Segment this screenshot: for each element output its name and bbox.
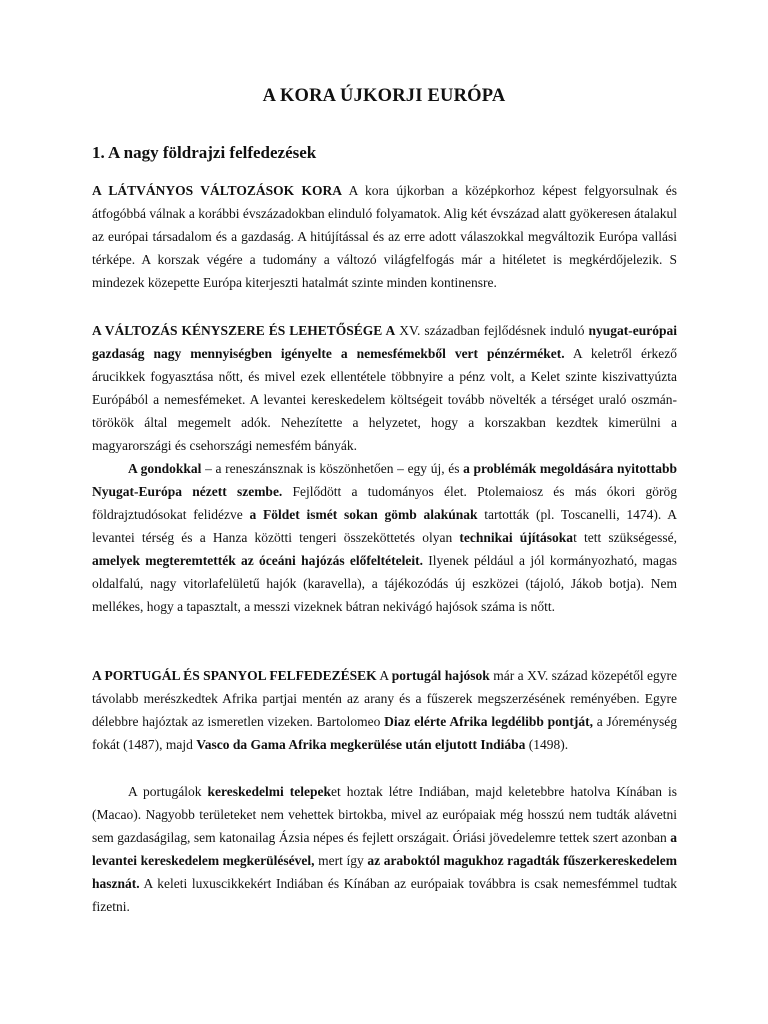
text-run: már a XV. század közepétől egyre távolabb merészkedtek Afrika partjai mentén az arany és a fűszerek megszerzésének reményében. Egyre délebbre hajóztak az ismeretlen vizeken. Bartolomeo [92, 668, 677, 729]
bold-text-run: a Földet ismét sokan gömb alakúnak [249, 507, 478, 522]
text-run: (1498). [525, 737, 569, 752]
text-run: A keleti luxuscikkekért Indiában és Kínában az európaiak továbbra is csak nemesfémmel tudtak fizetni. [92, 876, 677, 914]
text-run: A portugálok [128, 784, 208, 799]
paragraph-valtozas-kenyszere [92, 319, 677, 457]
bold-text-run: nyugat-európai gazdaság nagy mennyiségben igényelte a nemesfémekből vert pénzérméket. [92, 323, 677, 361]
paragraph-portugalok [92, 780, 677, 918]
paragraph-portugal-spanyol [92, 664, 677, 756]
bold-text-run: A PORTUGÁL ÉS SPANYOL FELFEDEZÉSEK [92, 668, 377, 683]
section-heading: 1. A nagy földrajzi felfedezések [92, 143, 317, 162]
bold-text-run: technikai újításoka [459, 530, 574, 545]
text-run: tartották (pl. Toscanelli, 1474). A levantei térség és a Hanza közötti tengeri összeköttetés olyan [92, 507, 677, 545]
bold-text-run: a problémák megoldására nyitottabb Nyugat-Európa nézett szembe. [92, 461, 678, 499]
text-run: Fejlődött a tudományos élet. Ptolemaiosz és más ókori görög földrajztudósokat felidézve [92, 484, 677, 522]
text-run: et hoztak létre Indiában, majd keletebbre hatolva Kínában is (Macao). Nagyobb területeket nem vehettek birtokba, mivel az európaiak még hosszú nem tudták alávetni sem gazdaságilag, sem katonailag Ázsia népes és fejlett országait. Óriási jövedelemre tettek szert azonban [92, 784, 677, 845]
text-run: A kora újkorban a középkorhoz képest felgyorsulnak és átfogóbbá válnak a korábbi évszázadokban elinduló folyamatok. Alig két évszázad alatt gyökeresen átalakul az európai társadalom és a gazdaság. A hitújítással és az erre adott válaszokkal megváltozik Európa vallási térképe. A korszak végére a tudomány a változó világfelfogás már a hitéletet is megkérdőjelezik. S mindezek közepette Európa kiterjeszti hatalmát szinte minden kontinensre. [92, 183, 677, 290]
bold-text-run: az araboktól magukhoz ragadták fűszerkereskedelem hasznát. [92, 853, 677, 891]
text-run: t tett szükségessé, [573, 530, 677, 545]
bold-text-run: A VÁLTOZÁS KÉNYSZERE ÉS LEHETŐSÉGE A [92, 323, 396, 338]
page-title: A KORA ÚJKORJI EURÓPA [262, 86, 506, 106]
text-run: A [376, 668, 392, 683]
text-run: XV. században fejlődésnek induló [395, 323, 589, 338]
bold-text-run: A LÁTVÁNYOS VÁLTOZÁSOK KORA [92, 183, 342, 198]
bold-text-run: portugál hajósok [391, 668, 490, 683]
bold-text-run: kereskedelmi telepek [207, 784, 331, 799]
text-run: A keletről érkező árucikkek fogyasztása nőtt, és mivel ezek ellentétele többnyire a pénz volt, a Kelet szinte kiszivattyúzta Európából a nemesfémeket. A levantei kereskedelem költségeit tovább növelték a térséget uraló oszmán-törökök által megemelt adók. Nehezítette a helyzetet, hogy a korszakban kezdtek kimerülni a magyarországi és csehországi nemesfém bányák. [92, 346, 677, 453]
text-run: mert így [314, 853, 368, 868]
paragraph-gondokkal [92, 457, 677, 618]
bold-text-run: A gondokkal [128, 461, 202, 476]
text-run: Ilyenek például a jól kormányozható, magas oldalfalú, nagy vitorlafelületű hajók (karavella), a tájékozódás új eszközei (tájoló, Jákob botja). Nem mellékes, hogy a tapasztalt, a messzi vizeknek bátran nekivágó hajósok száma is nőtt. [92, 553, 678, 614]
text-run: – a reneszánsznak is köszönhetően – egy új, és [201, 461, 464, 476]
paragraph-latvanyos-valtozasok [92, 179, 677, 294]
text-run: a Jóreménység fokát (1487), majd [92, 714, 677, 752]
bold-text-run: Diaz elérte Afrika legdélibb pontját, [384, 714, 593, 729]
bold-text-run: Vasco da Gama Afrika megkerülése után eljutott Indiába [196, 737, 526, 752]
bold-text-run: a levantei kereskedelem megkerülésével, [92, 830, 677, 868]
bold-text-run: amelyek megteremtették az óceáni hajózás előfeltételeit. [92, 553, 423, 568]
